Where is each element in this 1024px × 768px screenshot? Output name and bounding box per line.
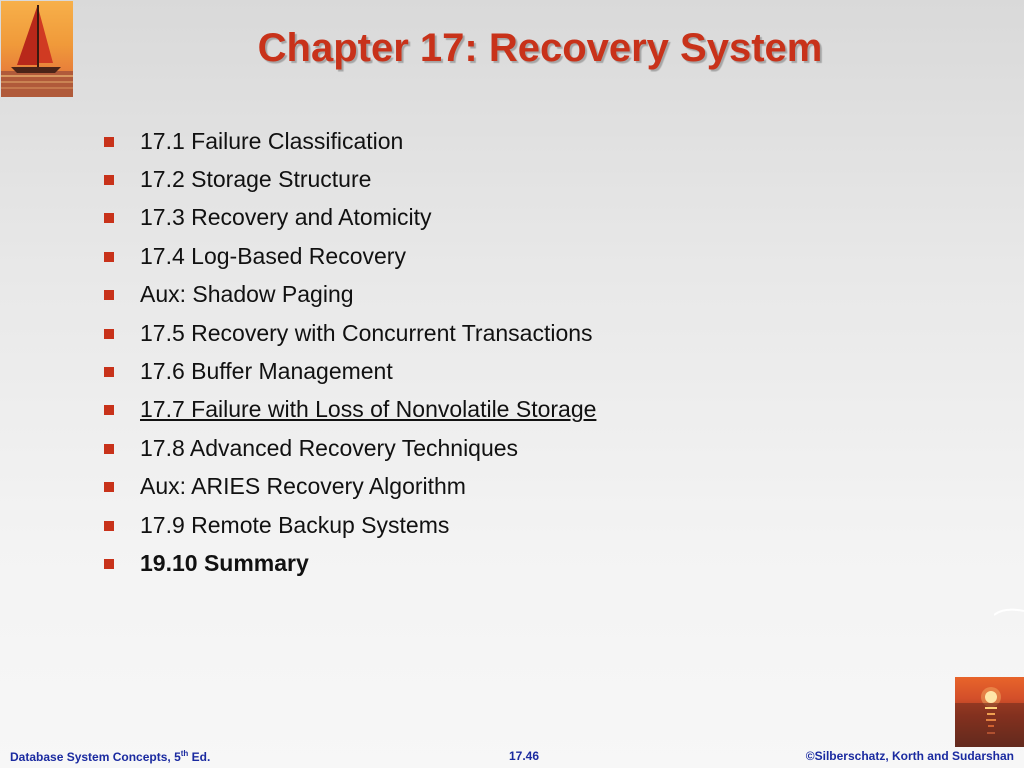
book-title-text: Database System Concepts, 5 xyxy=(10,750,181,764)
square-bullet-icon xyxy=(104,559,114,569)
list-item xyxy=(104,468,596,506)
list-item-label[interactable]: 17.7 Failure with Loss of Nonvolatile Storage xyxy=(140,396,597,423)
slide-title: Chapter 17: Recovery System xyxy=(257,26,823,70)
list-item-label: 17.2 Storage Structure xyxy=(140,166,372,193)
list-item-label: 17.5 Recovery with Concurrent Transactions xyxy=(140,319,593,346)
copyright: ©Silberschatz, Korth and Sudarshan xyxy=(805,749,1014,763)
list-item-link[interactable] xyxy=(104,391,596,429)
square-bullet-icon xyxy=(104,444,114,454)
list-item xyxy=(104,122,596,160)
square-bullet-icon xyxy=(104,175,114,185)
list-item xyxy=(104,314,596,352)
square-bullet-icon xyxy=(104,329,114,339)
list-item-label: 17.3 Recovery and Atomicity xyxy=(140,204,432,231)
list-item xyxy=(104,199,596,237)
list-item xyxy=(104,237,596,275)
list-item xyxy=(104,429,596,467)
sunset-image xyxy=(955,677,1024,747)
square-bullet-icon xyxy=(104,405,114,415)
square-bullet-icon xyxy=(104,252,114,262)
list-item-label: 17.6 Buffer Management xyxy=(140,358,393,385)
list-item-label: 17.8 Advanced Recovery Techniques xyxy=(140,434,519,461)
list-item-label: 19.10 Summary xyxy=(140,549,309,576)
book-citation xyxy=(10,749,210,764)
list-item-label: Aux: Shadow Paging xyxy=(140,281,354,308)
topic-list xyxy=(104,122,596,583)
list-item xyxy=(104,352,596,390)
decorative-wave xyxy=(994,604,1024,622)
square-bullet-icon xyxy=(104,213,114,223)
list-item-label: 17.1 Failure Classification xyxy=(140,127,404,154)
square-bullet-icon xyxy=(104,137,114,147)
square-bullet-icon xyxy=(104,521,114,531)
list-item xyxy=(104,506,596,544)
list-item xyxy=(104,276,596,314)
list-item-label: Aux: ARIES Recovery Algorithm xyxy=(140,473,466,500)
list-item xyxy=(104,160,596,198)
square-bullet-icon xyxy=(104,290,114,300)
list-item-label: 17.4 Log-Based Recovery xyxy=(140,242,406,269)
square-bullet-icon xyxy=(104,367,114,377)
list-item-current xyxy=(104,544,596,582)
page-number: 17.46 xyxy=(509,749,540,763)
square-bullet-icon xyxy=(104,482,114,492)
edition-suffix: Ed. xyxy=(188,750,211,764)
slide-footer xyxy=(0,747,1024,768)
edition-superscript: th xyxy=(180,749,189,758)
list-item-label: 17.9 Remote Backup Systems xyxy=(140,511,450,538)
